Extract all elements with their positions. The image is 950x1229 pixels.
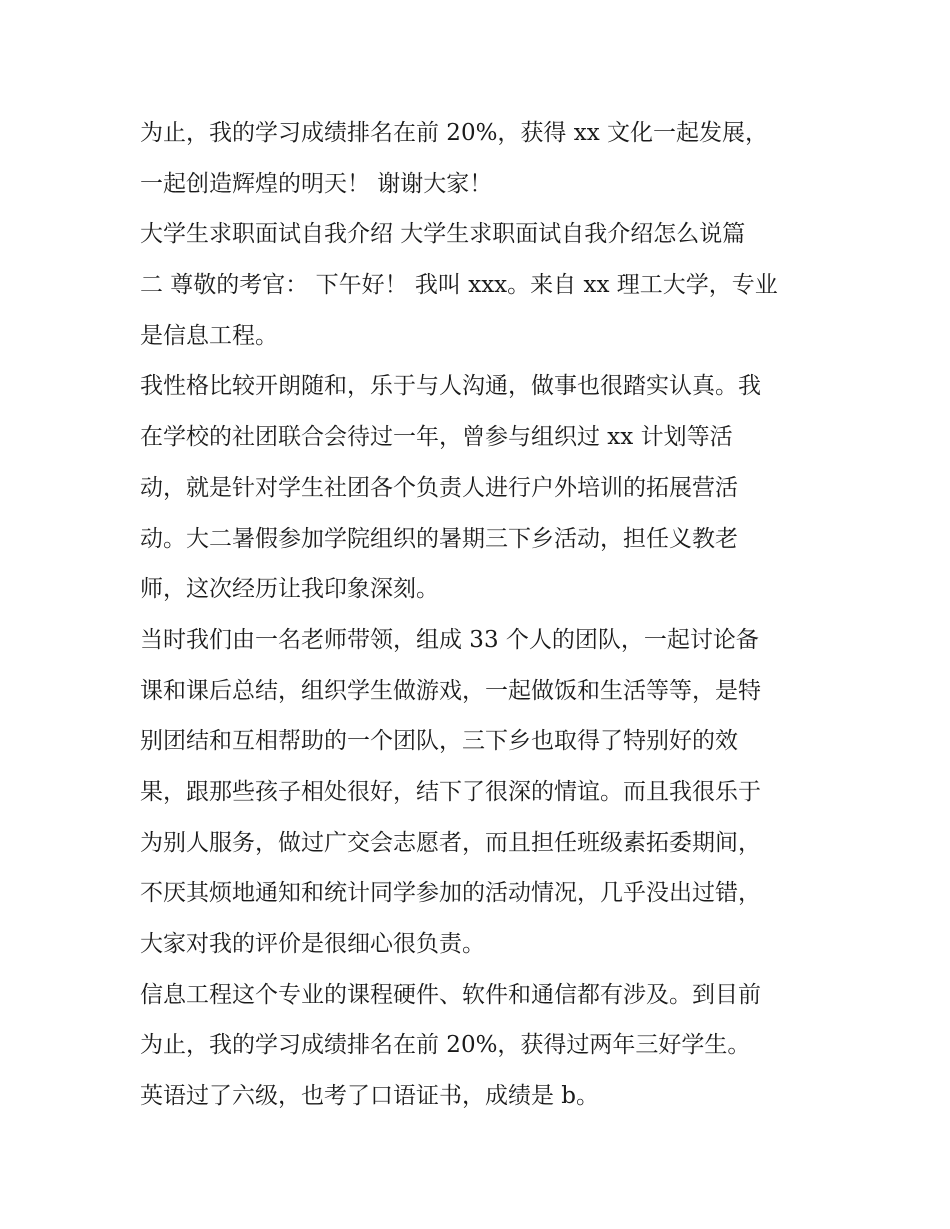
text-line: 师，这次经历让我印象深刻。 bbox=[140, 576, 439, 603]
text-line: 别团结和互相帮助的一个团队，三下乡也取得了特别好的效 bbox=[140, 728, 738, 755]
text-line: 英语过了六级，也考了口语证书，成绩是 b。 bbox=[140, 1083, 600, 1110]
text-line: 果，跟那些孩子相处很好，结下了很深的情谊。而且我很乐于 bbox=[140, 778, 761, 805]
text-line: 动，就是针对学生社团各个负责人进行户外培训的拓展营活 bbox=[140, 474, 738, 501]
text-line: 为止，我的学习成绩排名在前 20%，获得过两年三好学生。 bbox=[140, 1032, 751, 1059]
text-line: 当时我们由一名老师带领，组成 33 个人的团队，一起讨论备 bbox=[140, 626, 759, 653]
text-line: 一起创造辉煌的明天！ 谢谢大家！ bbox=[140, 170, 493, 197]
text-line: 课和课后总结，组织学生做游戏，一起做饭和生活等等，是特 bbox=[140, 677, 761, 704]
text-line: 不厌其烦地通知和统计同学参加的活动情况，几乎没出过错， bbox=[140, 880, 761, 907]
text-line: 大家对我的评价是很细心很负责。 bbox=[140, 931, 485, 957]
document-body bbox=[140, 108, 815, 1122]
text-line: 是信息工程。 bbox=[140, 322, 278, 349]
text-line: 我性格比较开朗随和，乐于与人沟通，做事也很踏实认真。我 bbox=[140, 373, 761, 400]
text-line: 信息工程这个专业的课程硬件、软件和通信都有涉及。到目前 bbox=[140, 981, 761, 1008]
text-line: 二 尊敬的考官： 下午好！ 我叫 xxx。来自 xx 理工大学，专业 bbox=[140, 272, 778, 299]
text-line: 为别人服务，做过广交会志愿者，而且担任班级素拓委期间， bbox=[140, 829, 761, 856]
text-line: 为止，我的学习成绩排名在前 20%，获得 xx 文化一起发展， bbox=[140, 120, 768, 146]
text-line: 在学校的社团联合会待过一年，曾参与组织过 xx 计划等活 bbox=[140, 424, 733, 451]
text-line: 动。大二暑假参加学院组织的暑期三下乡活动，担任义教老 bbox=[140, 525, 738, 552]
text-line: 大学生求职面试自我介绍 大学生求职面试自我介绍怎么说篇 bbox=[140, 221, 746, 248]
